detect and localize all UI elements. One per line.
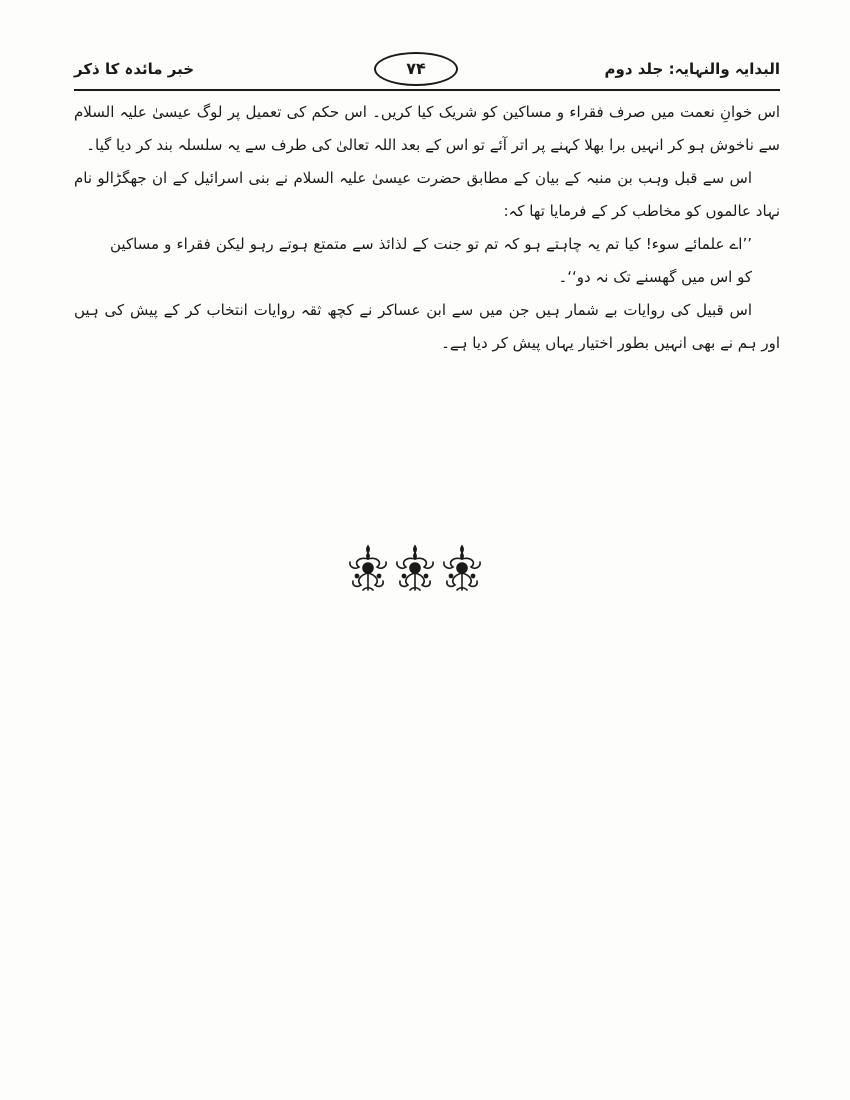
paragraph-2: اس سے قبل وہب بن منبہ کے بیان کے مطابق حضرت عیسیٰ علیہ السلام نے بنی اسرائیل کے ان جھگڑالو نام نہاد عالموں کو مخاطب کر کے فرمایا تھا کہ:: [74, 169, 780, 220]
body-text: [74, 96, 780, 360]
page-number: ۷۴: [374, 52, 458, 86]
paragraph-3: اس قبیل کی روایات بے شمار ہیں جن میں سے ابن عساکر نے کچھ ثقہ روایات انتخاب کر کے پیش کی ہیں اور ہم نے بھی انہیں بطور اختیار یہاں پیش کر دیا ہے۔: [74, 301, 780, 352]
section-title: خبر مائدہ کا ذکر: [74, 60, 195, 78]
paragraph-1: اس خوانِ نعمت میں صرف فقراء و مساکین کو شریک کیا کریں۔ اس حکم کی تعمیل پر لوگ عیسیٰ علیہ السلام سے ناخوش ہو کر انہیں برا بھلا کہنے پر اتر آئے تو اس کے بعد اللہ تعالیٰ کی طرف سے یہ سلسلہ بند کر دیا گیا۔: [74, 103, 780, 154]
quotation: ’’اے علمائے سوء! کیا تم یہ چاہتے ہو کہ تم تو جنت کے لذائذ سے متمتع ہوتے رہو لیکن فقراء و مساکین کو اس میں گھسنے تک نہ دو‘‘۔: [110, 235, 752, 286]
book-title: البدایہ والنہایہ: جلد دوم: [604, 60, 780, 78]
floral-ornament-icon: [345, 543, 485, 593]
header-divider: [74, 89, 780, 91]
running-header: [74, 58, 780, 86]
